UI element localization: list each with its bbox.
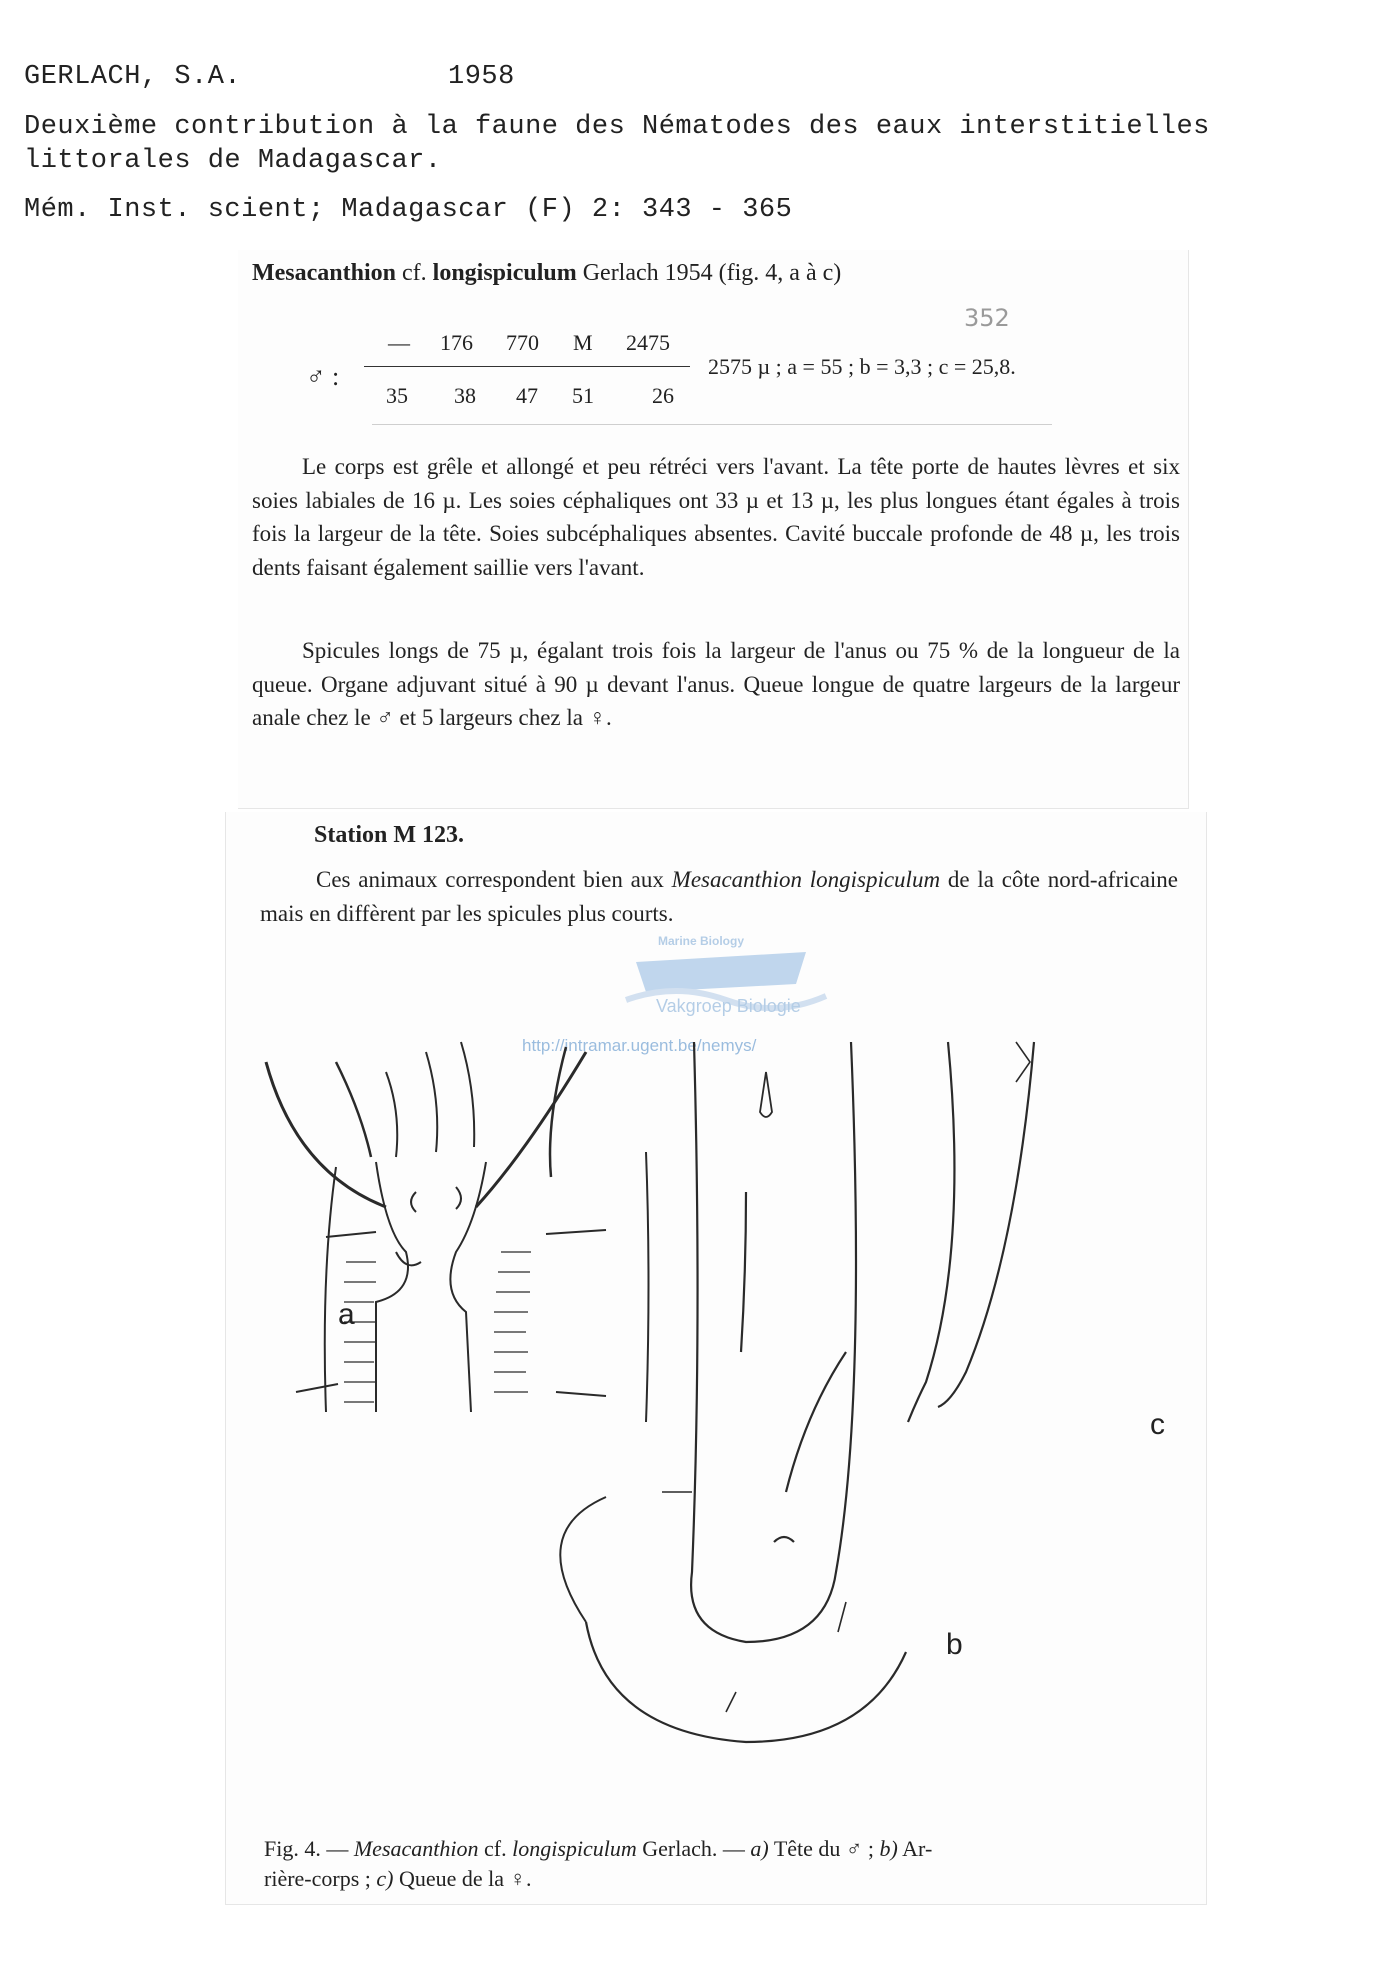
comparison-paragraph — [260, 863, 1178, 930]
year: 1958 — [448, 62, 515, 92]
formula-top-5: 2475 — [626, 330, 670, 355]
figure-label-c: c — [1150, 1408, 1165, 1441]
formula-top-1: — — [388, 330, 410, 355]
paragraph-3-post: de la côte nord-africaine mais en diffèrent par les spicules plus courts. — [260, 867, 1179, 926]
paragraph-3-pre: Ces animaux correspondent bien aux — [316, 867, 664, 892]
caption-genus: Mesacanthion — [353, 1836, 479, 1861]
caption-a-marker: a) — [750, 1836, 769, 1861]
species: longispiculum — [432, 260, 577, 286]
species-heading — [252, 260, 841, 287]
caption-number: Fig. 4. — — [264, 1836, 349, 1861]
caption-authority: Gerlach. — — [642, 1836, 745, 1861]
genus: Mesacanthion — [252, 260, 396, 286]
paragraph-2-text: Spicules longs de 75 µ, égalant trois fois la largeur de l'anus ou 75 % de la longueur de la queue. Organe adjuvant situé à 90 µ devant l'anus. Queue longue de quatre largeurs de la largeur anale chez le ♂ et 5 largeurs chez la ♀. — [252, 638, 1180, 730]
cf-abbrev: cf. — [402, 260, 427, 286]
page-number-note: 352 — [964, 304, 1010, 332]
journal-reference: Mém. Inst. scient; Madagascar (F) 2: 343 - 365 — [24, 195, 793, 225]
title-line-2: littorales de Madagascar. — [24, 146, 442, 176]
title-line-1: Deuxième contribution à la faune des Nématodes des eaux interstitielles — [24, 112, 1210, 142]
caption-species: longispiculum — [512, 1836, 637, 1861]
formula-result: 2575 µ ; a = 55 ; b = 3,3 ; c = 25,8. — [708, 354, 1016, 379]
description-paragraph-1 — [252, 450, 1180, 584]
formula-bottom-5: 26 — [652, 383, 674, 408]
caption-cf: cf. — [484, 1836, 507, 1861]
formula-top-4: M — [573, 330, 593, 355]
caption-c-marker: c) — [376, 1866, 394, 1891]
description-paragraph-2 — [252, 634, 1180, 735]
head-drawing-a — [266, 1042, 649, 1422]
author-line — [24, 62, 515, 92]
formula-bottom-2: 38 — [454, 383, 476, 408]
nematode-illustration — [226, 952, 1206, 1792]
tail-drawing-c — [908, 1042, 1034, 1422]
authority: Gerlach 1954 (fig. 4, a à c) — [582, 260, 842, 286]
de-man-formula — [238, 330, 1188, 420]
author: GERLACH, S.A. — [24, 62, 242, 92]
formula-bottom-4: 51 — [572, 383, 594, 408]
watermark-url: http://intramar.ugent.be/nemys/ — [522, 1036, 757, 1055]
formula-top-3: 770 — [506, 330, 539, 355]
caption-c-text: Queue de la ♀. — [398, 1866, 532, 1891]
figure-caption — [264, 1834, 1194, 1894]
station-label: Station M 123. — [314, 822, 464, 848]
watermark-text-1: Marine Biology — [658, 934, 745, 948]
paragraph-1-text: Le corps est grêle et allongé et peu rétréci vers l'avant. La tête porte de hautes lèvres et six soies labiales de 16 µ. Les soies céphaliques ont 33 µ et 13 µ, les plus longues étant égales à trois fois la largeur de la tête. Soies subcéphaliques absentes. Cavité buccale profonde de 48 µ, les trois dents faisant également saillie vers l'avant. — [252, 454, 1180, 580]
formula-bottom-3: 47 — [516, 383, 538, 408]
paragraph-3-taxon: Mesacanthion longispiculum — [671, 867, 941, 892]
formula-bottom-1: 35 — [386, 383, 408, 408]
male-symbol: ♂ : — [306, 362, 340, 391]
tail-drawing-b — [560, 1042, 906, 1742]
caption-b-text: Ar- — [902, 1836, 933, 1861]
caption-b-text-2: rière-corps ; — [264, 1866, 371, 1891]
text-clipping — [238, 250, 1189, 809]
figure-label-b: b — [946, 1628, 963, 1661]
figure-label-a: a — [338, 1298, 355, 1331]
watermark-text-2: Vakgroep Biologie — [656, 996, 801, 1016]
fraction-bar — [364, 366, 690, 367]
caption-a-text: Tête du ♂ ; — [773, 1836, 875, 1861]
figure-clipping — [225, 812, 1207, 1905]
divider — [372, 424, 1052, 425]
formula-top-2: 176 — [440, 330, 473, 355]
caption-b-marker: b) — [879, 1836, 898, 1861]
